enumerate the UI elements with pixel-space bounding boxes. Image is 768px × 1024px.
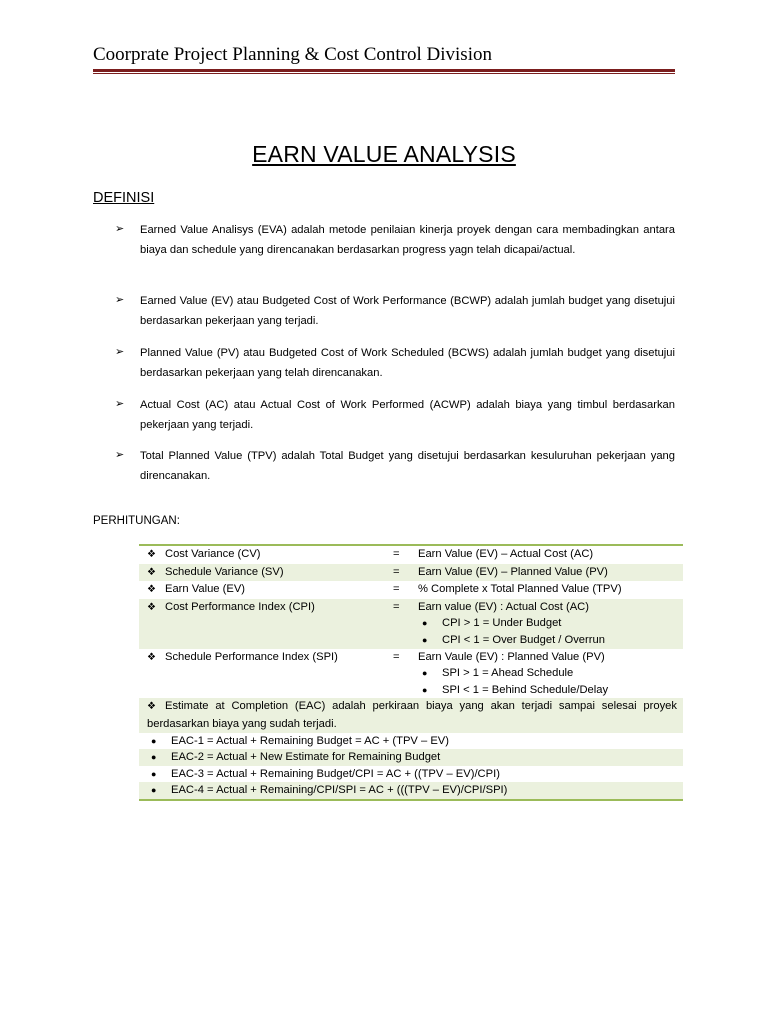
diamond-bullet-icon: ❖ [147,566,156,578]
table-row [139,782,683,800]
arrowhead-bullet-icon: ➢ [115,294,125,306]
arrowhead-bullet-icon: ➢ [115,398,125,410]
diamond-bullet-icon: ❖ [147,651,156,663]
row-label: Cost Variance (CV) [165,548,261,560]
round-bullet-icon: ● [151,752,157,763]
row-value: Earn Vaule (EV) : Planned Value (PV) [418,650,605,663]
round-bullet-icon: ● [422,668,428,679]
perhitungan-heading: PERHITUNGAN: [93,515,180,527]
definition-text: Earned Value (EV) atau Budgeted Cost of Work Performance (BCWP) adalah jumlah budget yang disetujui berdasarkan pekerjaan yang terjadi. [140,295,675,327]
row-label: Schedule Performance Index (SPI) [165,650,338,663]
table-row [139,749,683,766]
round-bullet-icon: ● [151,785,157,796]
table-row [139,649,683,699]
table-row [139,599,683,649]
diamond-bullet-icon: ❖ [147,601,156,613]
diamond-bullet-icon: ❖ [147,584,156,596]
definisi-heading: DEFINISI [93,190,155,206]
diamond-bullet-icon: ❖ [147,701,156,713]
round-bullet-icon: ● [422,684,428,695]
row-equals: = [393,583,400,596]
arrowhead-bullet-icon: ➢ [115,223,125,235]
row-value: Earn Value (EV) – Planned Value (PV) [418,564,683,582]
definition-item [115,344,675,383]
table-row [139,545,683,564]
row-equals: = [393,599,418,649]
definition-text: Planned Value (PV) atau Budgeted Cost of Work Scheduled (BCWS) adalah jumlah budget yang disetujui berdasarkan pekerjaan yang telah direncanakan. [140,347,675,379]
header-title: Coorprate Project Planning & Cost Control Division [93,44,492,65]
definition-item [115,221,675,260]
row-value: Earn value (EV) : Actual Cost (AC) [418,600,589,613]
round-bullet-icon: ● [422,618,428,629]
table-row [139,733,683,750]
header-rule [93,69,675,74]
arrowhead-bullet-icon: ➢ [115,346,125,358]
perhitungan-table [139,544,683,801]
row-label: Schedule Variance (SV) [165,565,284,578]
definition-text: Total Planned Value (TPV) adalah Total Budget yang disetujui berdasarkan kesuluruhan pekerjaan yang direncanakan. [140,450,675,482]
definition-item [115,396,675,435]
table-row [139,581,683,599]
row-label: Earn Value (EV) [165,583,246,596]
row-equals: = [393,564,418,582]
arrowhead-bullet-icon: ➢ [115,449,125,461]
list-item: ● SPI > 1 = Ahead Schedule [418,665,677,682]
eac-text: Estimate at Completion (EAC) adalah perkiraan biaya yang akan terjadi sampai selesai proyek berdasarkan biaya yang sudah terjadi. [147,700,677,730]
definition-item [115,447,675,486]
row-value: Earn Value (EV) – Actual Cost (AC) [418,548,594,560]
eac-item: EAC-1 = Actual + Remaining Budget = AC + (TPV – EV) [171,734,449,747]
eac-item: EAC-2 = Actual + New Estimate for Remaining Budget [171,751,441,764]
round-bullet-icon: ● [422,634,428,645]
definition-item [115,292,675,331]
row-value: % Complete x Total Planned Value (TPV) [418,583,622,596]
definition-text: Actual Cost (AC) atau Actual Cost of Work Performed (ACWP) adalah biaya yang timbul berdasarkan pekerjaan yang terjadi. [140,399,675,431]
list-item: ● CPI < 1 = Over Budget / Overrun [418,632,677,649]
list-item: ● SPI < 1 = Behind Schedule/Delay [418,682,677,699]
row-label: Cost Performance Index (CPI) [165,600,315,613]
eac-item: EAC-4 = Actual + Remaining/CPI/SPI = AC + (((TPV – EV)/CPI/SPI) [171,784,508,797]
table-row [139,698,683,732]
page-title: EARN VALUE ANALYSIS [252,141,516,167]
round-bullet-icon: ● [151,735,157,746]
eac-item: EAC-3 = Actual + Remaining Budget/CPI = AC + ((TPV – EV)/CPI) [171,767,500,780]
definition-text: Earned Value Analisys (EVA) adalah metode penilaian kinerja proyek dengan cara membadingkan antara biaya dan schedule yang direncanakan berdasarkan progress yagn telah dicapai/actual. [140,224,675,256]
diamond-bullet-icon: ❖ [147,549,156,560]
table-row [139,766,683,783]
round-bullet-icon: ● [151,768,157,779]
table-row [139,564,683,582]
row-equals: = [393,548,400,560]
row-equals: = [393,650,400,663]
list-item: ● CPI > 1 = Under Budget [418,615,677,632]
